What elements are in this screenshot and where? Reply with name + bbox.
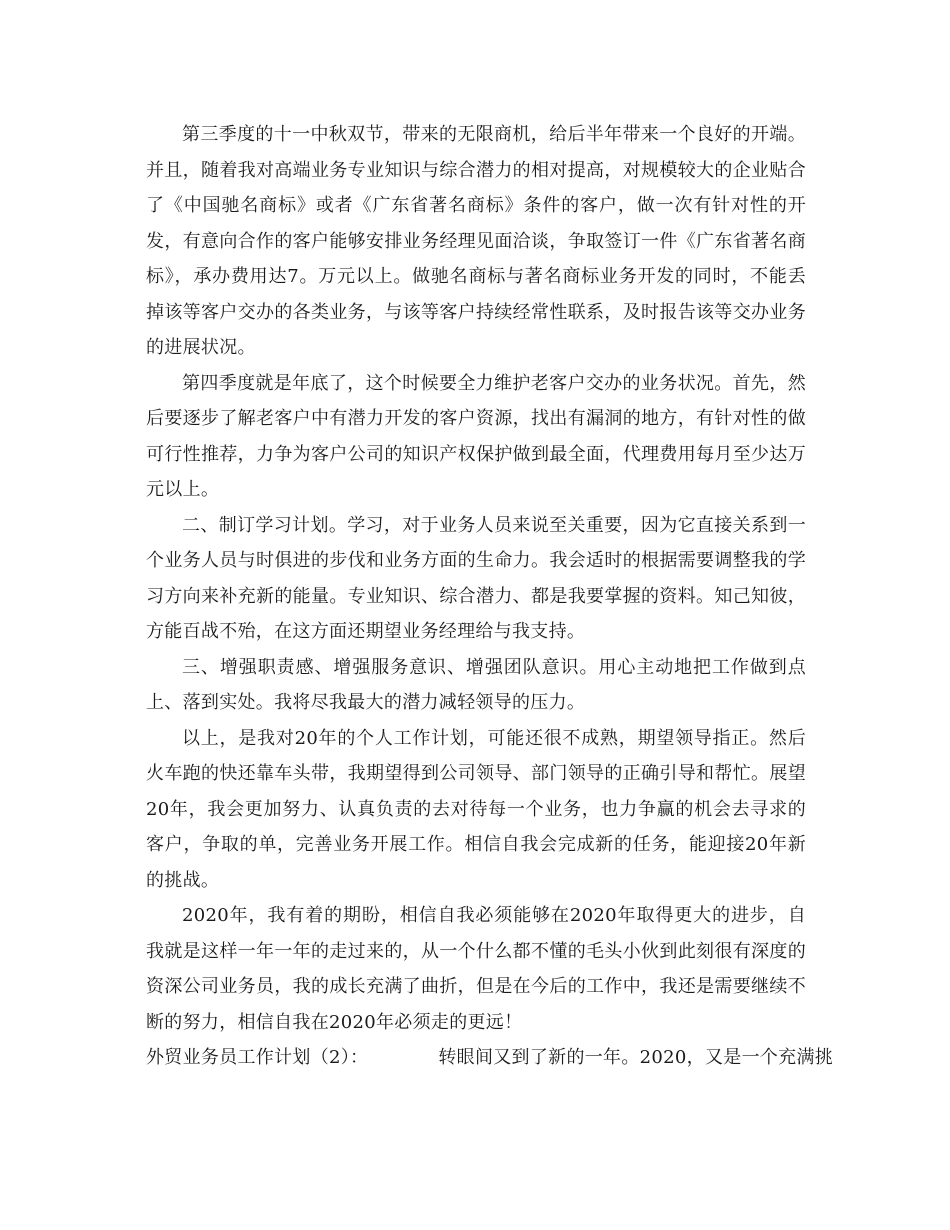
section-heading-line: [146, 1040, 834, 1076]
paragraph-responsibility: 三、增强职责感、增强服务意识、增强团队意识。用心主动地把工作做到点上、落到实处。我将尽我最大的潜力减轻领导的压力。: [146, 656, 806, 713]
paragraph-summary: 以上，是我对20年的个人工作计划，可能还很不成熟，期望领导指正。然后火车跑的快还靠车头带，我期望得到公司领导、部门领导的正确引导和帮忙。展望20年，我会更加努力、认真负责的去对待每一个业务，也力争赢的机会去寻求的客户，争取的单，完善业务开展工作。相信自我会完成新的任务，能迎接20年新的挑战。: [146, 727, 806, 891]
section-opening-text: 转眼间又到了新的一年。2020，又是一个充满挑: [438, 1047, 834, 1068]
document-body: [146, 117, 834, 1076]
paragraph-q4-plan: 第四季度就是年底了，这个时候要全力维护老客户交办的业务状况。首先，然后要逐步了解老客户中有潜力开发的客户资源，找出有漏洞的地方，有针对性的做可行性推荐，力争为客户公司的知识产权保护做到最全面，代理费用每月至少达万元以上。: [146, 372, 806, 500]
paragraph-q3-plan: 第三季度的十一中秋双节，带来的无限商机，给后半年带来一个良好的开端。并且，随着我对高端业务专业知识与综合潜力的相对提高，对规模较大的企业贴合了《中国驰名商标》或者《广东省著名商标》条件的客户，做一次有针对性的开发，有意向合作的客户能够安排业务经理见面洽谈，争取签订一件《广东省著名商标》，承办费用达7。万元以上。做驰名商标与著名商标业务开发的同时，不能丢掉该等客户交办的各类业务，与该等客户持续经常性联系，及时报告该等交办业务的进展状况。: [146, 124, 806, 358]
paragraph-2020-outlook: 2020年，我有着的期盼，相信自我必须能够在2020年取得更大的进步，自我就是这样一年一年的走过来的，从一个什么都不懂的毛头小伙到此刻很有深度的资深公司业务员，我的成长充满了曲折，但是在今后的工作中，我还是需要继续不断的努力，相信自我在2020年必须走的更远！: [146, 905, 806, 1033]
paragraph-study-plan: 二、制订学习计划。学习，对于业务人员来说至关重要，因为它直接关系到一个业务人员与时俱进的步伐和业务方面的生命力。我会适时的根据需要调整我的学习方向来补充新的能量。专业知识、综合潜力、都是我要掌握的资料。知己知彼，方能百战不殆，在这方面还期望业务经理给与我支持。: [146, 514, 806, 642]
section-heading: 外贸业务员工作计划（2）：: [146, 1047, 369, 1068]
